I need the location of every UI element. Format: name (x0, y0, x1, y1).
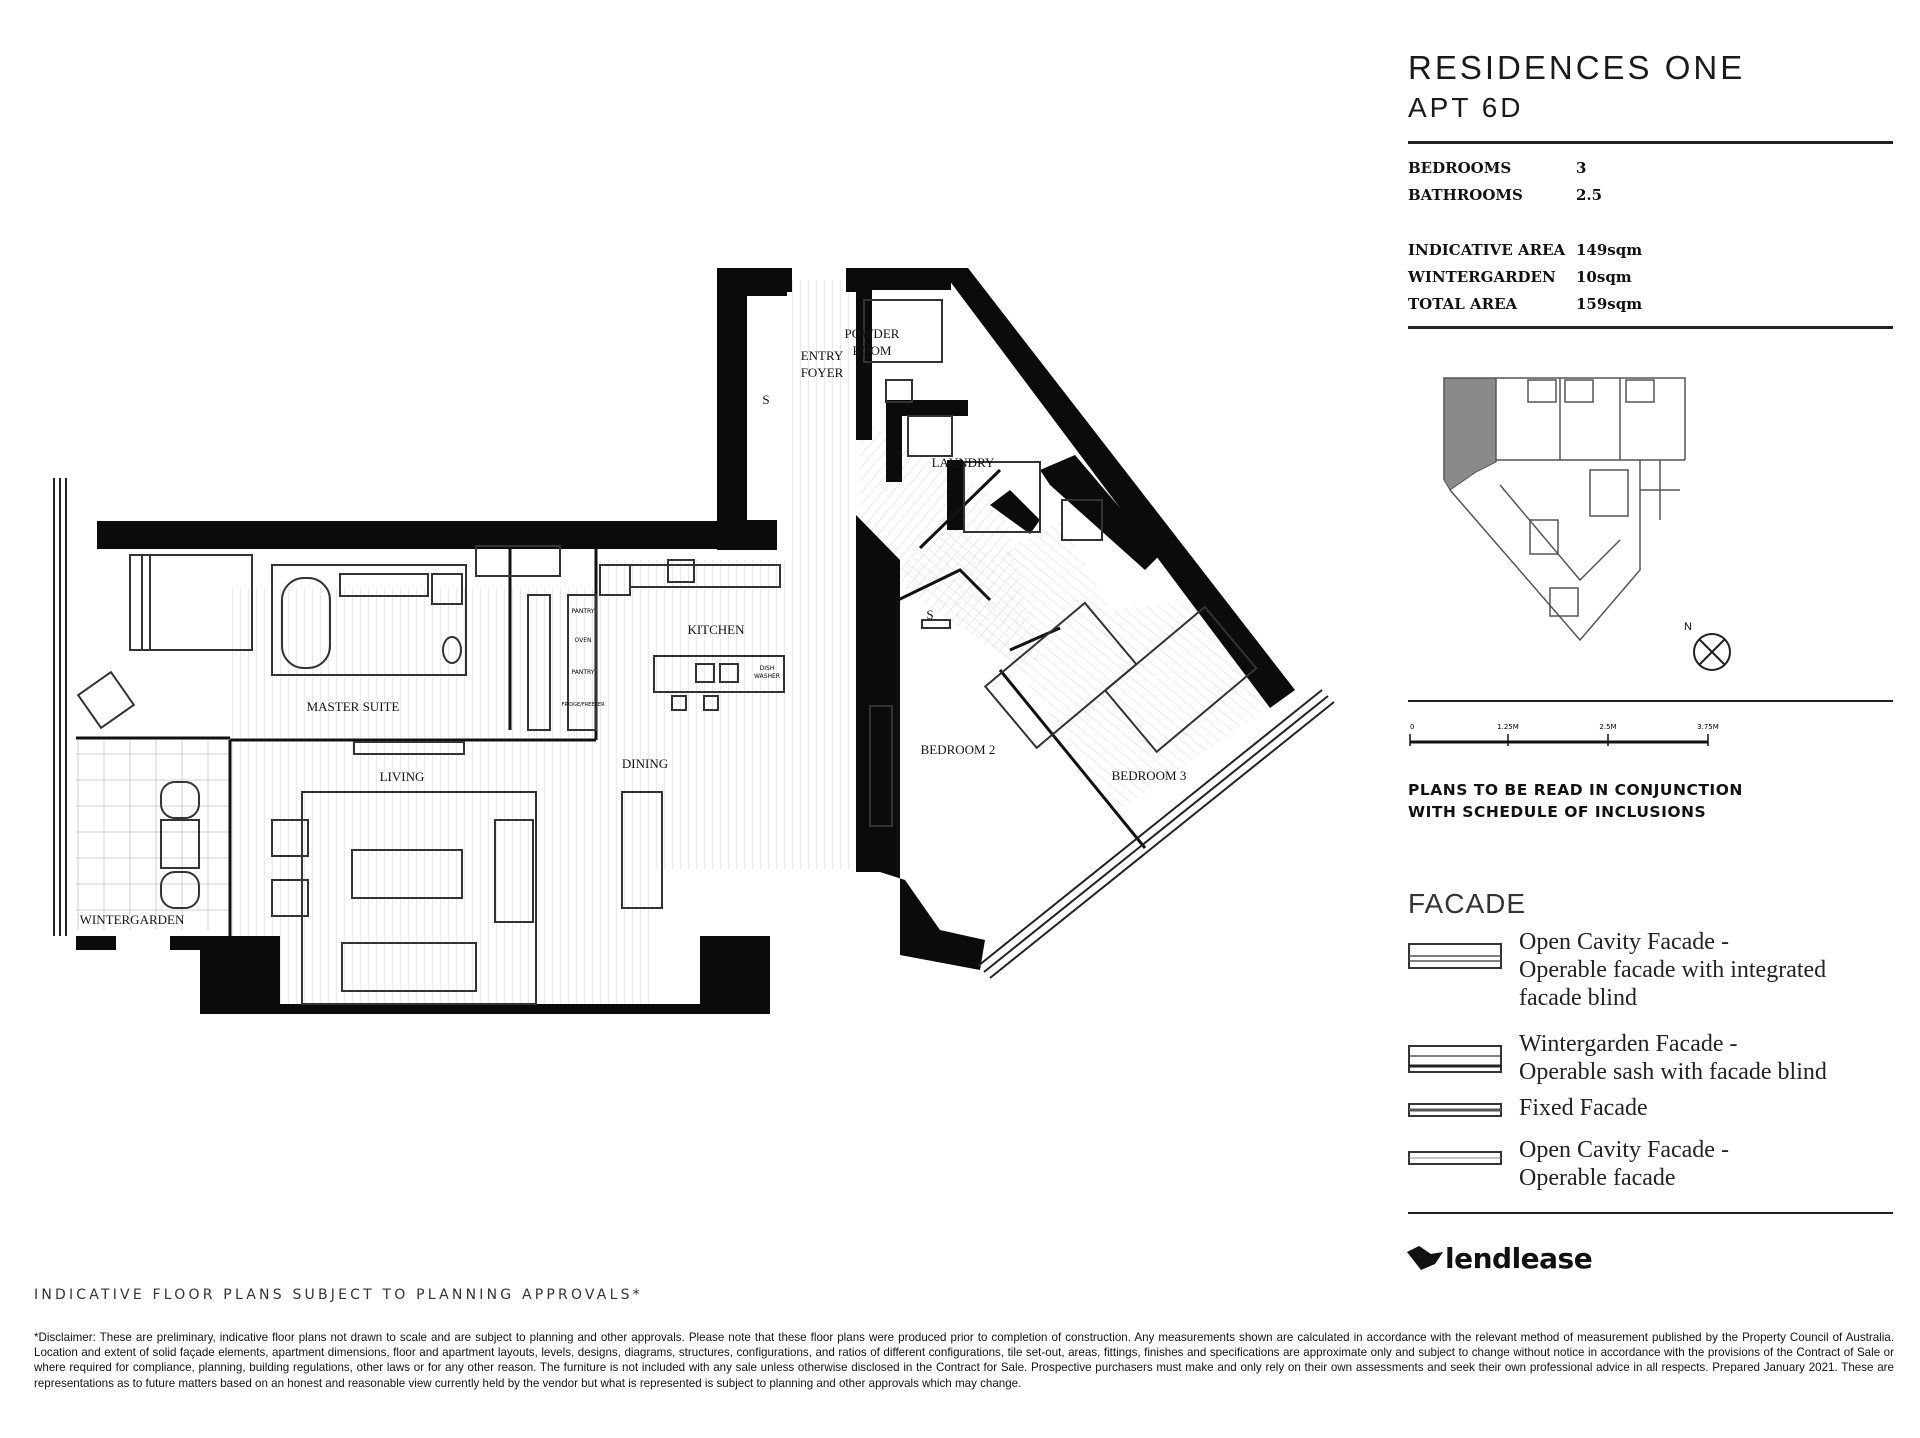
storage-label: S (871, 642, 879, 657)
spec-table-rooms (1408, 155, 1602, 209)
spec-table-areas (1408, 237, 1642, 318)
spec-value: 149sqm (1576, 241, 1643, 259)
key-plan (1440, 370, 1780, 690)
divider (1408, 1212, 1893, 1214)
open-cavity-blind-swatch (1408, 942, 1502, 978)
divider (1408, 141, 1893, 144)
page-title: RESIDENCES ONE (1408, 49, 1746, 86)
scale-tick-label: 1.25M (1497, 723, 1519, 731)
room-label-living: LIVING (379, 769, 425, 784)
dishwasher-label-1: DISH (759, 665, 775, 672)
wintergarden-floor (76, 740, 230, 930)
scale-tick-label: 2.5M (1599, 723, 1617, 731)
dishwasher-label-2: WASHER (754, 673, 780, 680)
room-label-powder-1: POWDER (844, 326, 900, 341)
divider (1408, 326, 1893, 329)
fridge-label: FRIDGE/FREEZER (561, 702, 605, 708)
room-label-bedroom-3: BEDROOM 3 (1111, 768, 1187, 783)
facade-legend-item (1408, 928, 1908, 1014)
legend-line: Operable sash with facade blind (1519, 1059, 1827, 1085)
scale-tick-label: 3.75M (1697, 723, 1719, 731)
spec-label: BEDROOMS (1408, 159, 1512, 177)
facade-legend-text (1519, 1030, 1899, 1086)
spec-value: 159sqm (1576, 295, 1643, 313)
room-label-master-suite: MASTER SUITE (306, 699, 400, 714)
legend-line: Operable facade with integrated (1519, 957, 1827, 983)
title-block (1408, 48, 1893, 126)
legend-line: Open Cavity Facade - (1519, 1137, 1729, 1163)
spec-label: WINTERGARDEN (1408, 268, 1556, 286)
spec-value: 2.5 (1576, 186, 1603, 204)
north-label: N (1684, 621, 1692, 633)
scale-tick-label: 0 (1410, 723, 1415, 731)
legend-line: Open Cavity Facade - (1519, 929, 1729, 955)
oven-label: OVEN (574, 637, 592, 644)
north-arrow-icon (1684, 621, 1730, 670)
wintergarden-facade-swatch (1408, 1044, 1502, 1080)
facade-legend-text (1519, 1136, 1899, 1192)
storage-label: S (926, 607, 934, 622)
open-cavity-facade-swatch (1408, 1146, 1502, 1170)
room-label-powder-2: ROOM (852, 343, 892, 358)
note-line: WITH SCHEDULE OF INCLUSIONS (1408, 803, 1707, 821)
legend-line: Fixed Facade (1519, 1095, 1648, 1121)
spec-label: TOTAL AREA (1408, 295, 1518, 313)
facade-legend-item (1408, 1094, 1908, 1126)
room-label-kitchen: KITCHEN (687, 622, 745, 637)
inclusions-note (1408, 779, 1743, 823)
facade-legend-item (1408, 1030, 1908, 1090)
room-label-dining: DINING (621, 756, 669, 771)
room-label-bedroom-2: BEDROOM 2 (920, 742, 996, 757)
legend-line: facade blind (1519, 985, 1637, 1011)
scale-bar (1408, 716, 1728, 756)
key-plan-unit-highlight (1444, 378, 1496, 490)
room-label-entry-1: ENTRY (800, 348, 844, 363)
facade-heading: FACADE (1408, 888, 1527, 919)
disclaimer-text: *Disclaimer: These are preliminary, indicative floor plans not drawn to scale and are subject to planning and other approvals. Please note that these floor plans were produced prior to completion of construction. Any measurements shown are calculated in accordance with the relevant method of measurement published by the Property Council of Australia. Location and extent of solid façade elements, apartment dimensions, floor and apartment layouts, levels, designs, diagrams, structures, configurations, and ratios of different configurations, tile set-out, areas, fittings, finishes and specifications are approximate only and subject to change without notice in accordance with the provisions of the Contract of Sale or where required for compliance, planning, building regulations, other laws or for any other reason. The furniture is not included with any sale unless otherwise disclosed in the Contract for Sale. Prospective purchasers must make and only rely on their own assessments and seek their own professional advice in all respects. Prepared January 2021. These are representations as to future matters based on an honest and reasonable view currently held by the vendor but what is represented is subject to planning and other approvals which may change. (34, 1331, 1894, 1390)
room-label-entry-2: FOYER (800, 365, 844, 380)
pantry-label: PANTRY (571, 669, 595, 676)
planning-notice: INDICATIVE FLOOR PLANS SUBJECT TO PLANNING APPROVALS* (34, 1287, 643, 1303)
facade-legend-item (1408, 1136, 1908, 1196)
legend-line: Operable facade (1519, 1165, 1676, 1191)
spec-value: 3 (1576, 159, 1587, 177)
spec-label: BATHROOMS (1408, 186, 1523, 204)
legend-line: Wintergarden Facade - (1519, 1031, 1738, 1057)
spec-value: 10sqm (1576, 268, 1632, 286)
brand-logo (1405, 1242, 1592, 1275)
storage-label: S (762, 392, 770, 407)
lendlease-mark-icon (1405, 1244, 1445, 1272)
facade-legend-text (1519, 928, 1899, 1012)
spec-label: INDICATIVE AREA (1408, 241, 1566, 259)
room-label-laundry: LAUNDRY (931, 455, 995, 470)
room-label-wintergarden: WINTERGARDEN (79, 912, 185, 927)
pantry-label: PANTRY (571, 608, 595, 615)
apartment-number: APT 6D (1408, 92, 1524, 123)
divider (1408, 700, 1893, 702)
facade-legend-text (1519, 1094, 1899, 1122)
brand-name: lendlease (1445, 1242, 1593, 1275)
fixed-facade-swatch (1408, 1098, 1502, 1122)
scale-bar-graphic (1408, 716, 1728, 756)
note-line: PLANS TO BE READ IN CONJUNCTION (1408, 781, 1743, 799)
